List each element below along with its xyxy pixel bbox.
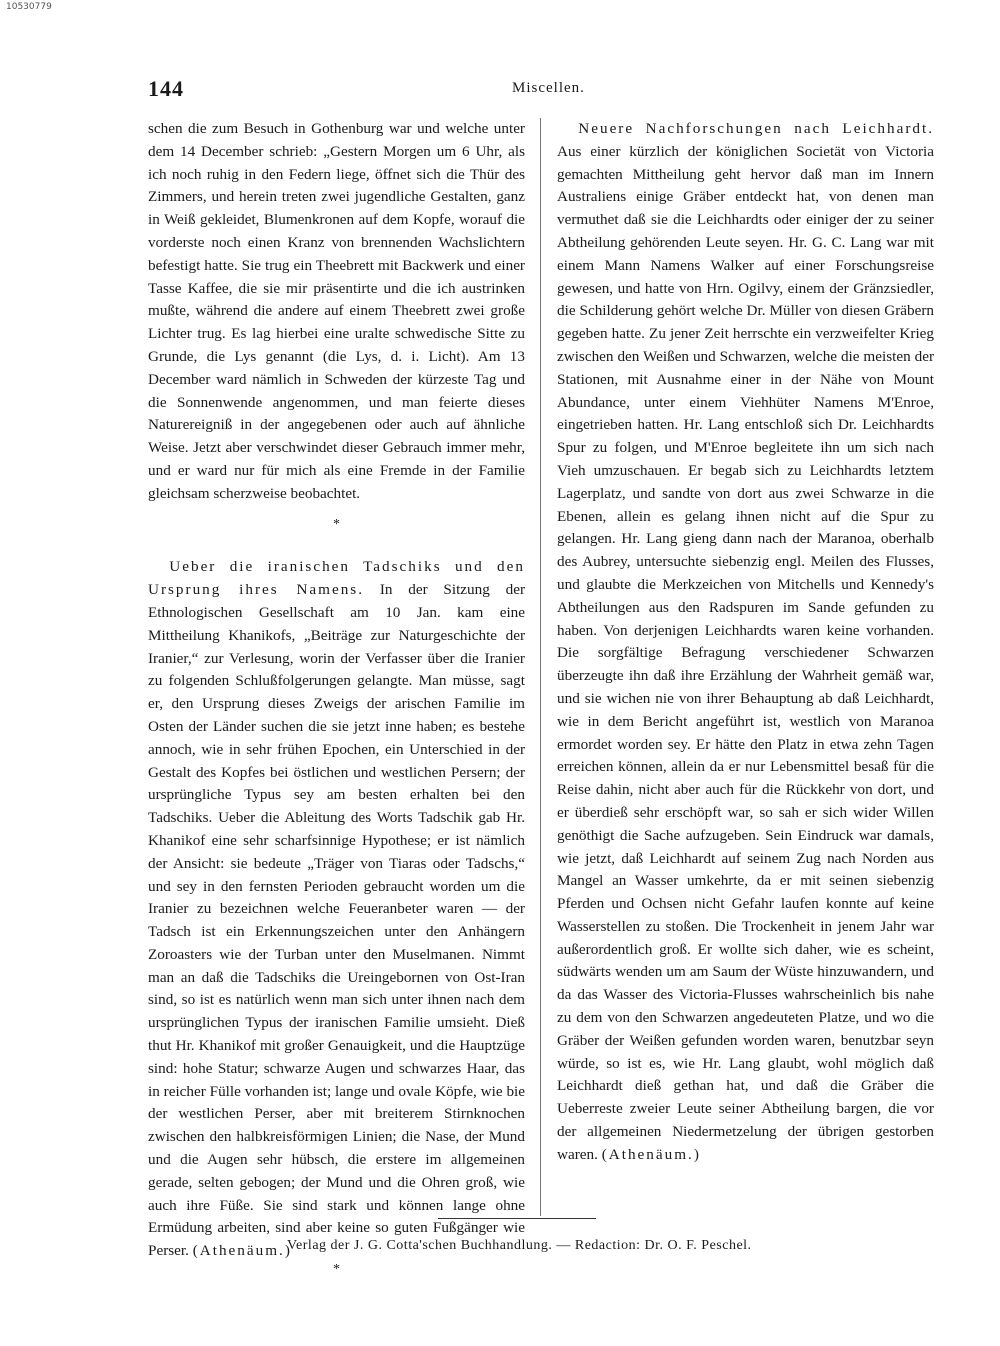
paragraph-continued: schen die zum Besuch in Gothenburg war und welche unter dem 14 December schrieb: „Gestern Morgen um 6 Uhr, als ich noch ruhig in den Federn liege, öffnet sich die Thür des Zimmers, und herein treten zwei jugendliche Gestalten, ganz in Weiß gekleidet, Blumenkronen auf dem Kopfe, worauf die vorderste noch einen Kranz von brennenden Wachslichtern befestigt hatte. Sie trug ein Theebrett mit Backwerk und einer Tasse Kaffee, die sie mir präsentirte und die ich austrinken mußte, während die andere auf einem Theebrett zwei große Lichter trug. Es lag hierbei eine uralte schwedische Sitte zu Grunde, die Lys genannt (die Lys, d. i. Licht). Am 13 December ward nämlich in Schweden der kürzeste Tag und die Sonnenwende angenommen, und man feierte dieses Naturereigniß in der angegebenen oder auch auf ähnliche Weise. Jetzt aber verschwindet dieser Gebrauch immer mehr, und er ward nur für mich als eine Fremde in der Familie gleichsam scherzweise beobachtet. (148, 120, 525, 502)
page-number: 144 (148, 76, 184, 101)
scan-id: 10530779 (6, 2, 52, 12)
column-divider (540, 118, 541, 1216)
section-separator: * (333, 516, 340, 532)
article-leichhardt (557, 118, 934, 1167)
publisher-imprint: Verlag der J. G. Cotta'schen Buchhandlung. — Redaction: Dr. O. F. Peschel. (287, 1238, 752, 1253)
article-source: (Athenäum.) (192, 1242, 292, 1260)
section-separator: * (333, 1262, 340, 1278)
footer-divider (438, 1218, 596, 1219)
article-heading: Ueber die iranischen Tadschiks und den Ursprung ihres Namens. (148, 558, 525, 599)
right-column (557, 118, 934, 1167)
article-body: In der Sitzung der Ethnologischen Gesellschaft am 10 Jan. kam eine Mittheilung Khanikofs, „Beiträge zur Naturgeschichte der Iranier,“ zur Verlesung, worin der Verfasser über die Iranier zu folgenden Schlußfolgerungen gelangte. Man müsse, sagt er, den Ursprung dieses Zweigs der arischen Familie im Osten der Länder suchen die sie jetzt inne haben; es bestehe annoch, wie in sehr frühen Epochen, ein Unterschied in der Gestalt des Kopfes bei östlichen und westlichen Persern; der ursprüngliche Typus sey am besten erhalten bei den Tadschiks. Ueber die Ableitung des Worts Tadschik gab Hr. Khanikof eine sehr scharfsinnige Hypothese; er ist nämlich der Ansicht: sie bedeute „Träger von Tiaras oder Tadschs,“ und sey in den fernsten Perioden gebraucht worden um die Iranier zu bezeichnen welche Feueranbeter waren — der Tadsch ist ein Erkennungszeichen unter den Anhängern Zoroasters wie der Turban unter den Muselmanen. Nimmt man an daß die Tadschiks die Ureingebornen von Ost-Iran sind, so ist es natürlich wenn man sich unter ihnen nach dem ursprünglichen Typus der iranischen Familie umsieht. Dieß thut Hr. Khanikof mit großer Genauigkeit, und die Hauptzüge sind: hohe Statur; schwarze Augen und schwarzes Haar, das in reicher Fülle vorhanden ist; lange und ovale Köpfe, wie bie der westlichen Perser, aber mit breiterem Stirnknochen zwischen den halbkreisförmigen Linien; die Nase, der Mund und die Augen sehr hübsch, die erstere im allgemeinen gerade, selten gebogen; der Mund und die Ohren groß, wie auch ihre Füße. Sie sind stark und können lange ohne Ermüdung arbeiten, sind aber keine so guten Fußgänger wie Perser. (148, 581, 525, 1260)
article-iranische-tadschiks (148, 556, 525, 1263)
article-source: (Athenäum.) (601, 1145, 701, 1163)
running-head: Miscellen. (512, 80, 585, 96)
article-heading: Neuere Nachforschungen nach Leichhardt. (578, 120, 934, 137)
left-column (148, 118, 525, 1277)
article-body: Aus einer kürzlich der königlichen Societät von Victoria gemachten Mittheilung geht hervor daß man im Innern Australiens einige Gräber entdeckt hat, von denen man vermuthet daß sie die Leichhardts oder einiger der zu seiner Abtheilung gehörenden Leute seyen. Hr. G. C. Lang war mit einem Mann Namens Walker auf einer Forschungsreise gewesen, und hatte von Hrn. Ogilvy, einem der Gränzsiedler, die Schilderung gehört welche Dr. Müller von diesen Gräbern gegeben hatte. Zu jener Zeit herrschte ein verzweifelter Krieg zwischen den Weißen und Schwarzen, welche die meisten der Stationen, mit Ausnahme einer in der Nähe von Mount Abundance, unter einem Viehhüter Namens M'Enroe, eingetrieben hatten. Hr. Lang entschloß sich Dr. Leichhardts Spur zu folgen, und M'Enroe begleitete ihn um sich nach Vieh umzuschauen. Er begab sich zu Leichhardts letztem Lagerplatz, und sandte von dort aus zwei Schwarze in die Ebenen, allein es gelang ihnen nicht auf die Spur zu gelangen. Hr. Lang gieng dann nach der Maranoa, oberhalb des Aubrey, untersuchte siebenzig engl. Meilen des Flusses, und glaubte die Merkzeichen von Mitchells und Kennedy's Abtheilungen aus den Radspuren im Sande gefunden zu haben. Von derjenigen Leichhardts waren keine vorhanden. Die sorgfältige Befragung verschiedener Schwarzen überzeugte ihn daß ihre Erzählung der Wahrheit gemäß war, und sie wichen nie von ihrer Behauptung ab daß Leichhardt, wie in dem Bericht angeführt ist, westlich von Maranoa ermordet worden sey. Er hätte den Platz in etwa zehn Tagen erreichen können, allein da er nur Lebensmittel besaß für die Reise dahin, nicht aber auch für die Rückkehr von dort, und er überdieß sehr erschöpft war, so sah er sich wider Willen genöthigt die Sache aufzugeben. Sein Eindruck war damals, wie jetzt, daß Leichhardt auf seinem Zug nach Norden aus Mangel an Wasser umkehrte, da er mit seinen siebenzig Pferden und Ochsen nicht Gefahr laufen konnte auf keine Wasserstellen zu stoßen. Die Trockenheit in jenem Jahr war außerordentlich groß. Er wollte sich daher, wie es scheint, südwärts wenden um am Saum der Wüste hinzuwandern, und da das Wasser des Victoria-Flusses wahrscheinlich bis nahe zu dem von den Schwarzen angedeuteten Platze, und wo die Gräber der Weißen gefunden worden waren, benutzbar seyn würde, so ist es, wie Hr. Lang glaubt, wohl möglich daß Leichhardt dieß gethan hat, und daß die Gräber die Ueberreste zweier Leute seiner Abtheilung bargen, die vor der allgemeinen Niedermetzelung der übrigen gestorben waren. (557, 142, 934, 1163)
